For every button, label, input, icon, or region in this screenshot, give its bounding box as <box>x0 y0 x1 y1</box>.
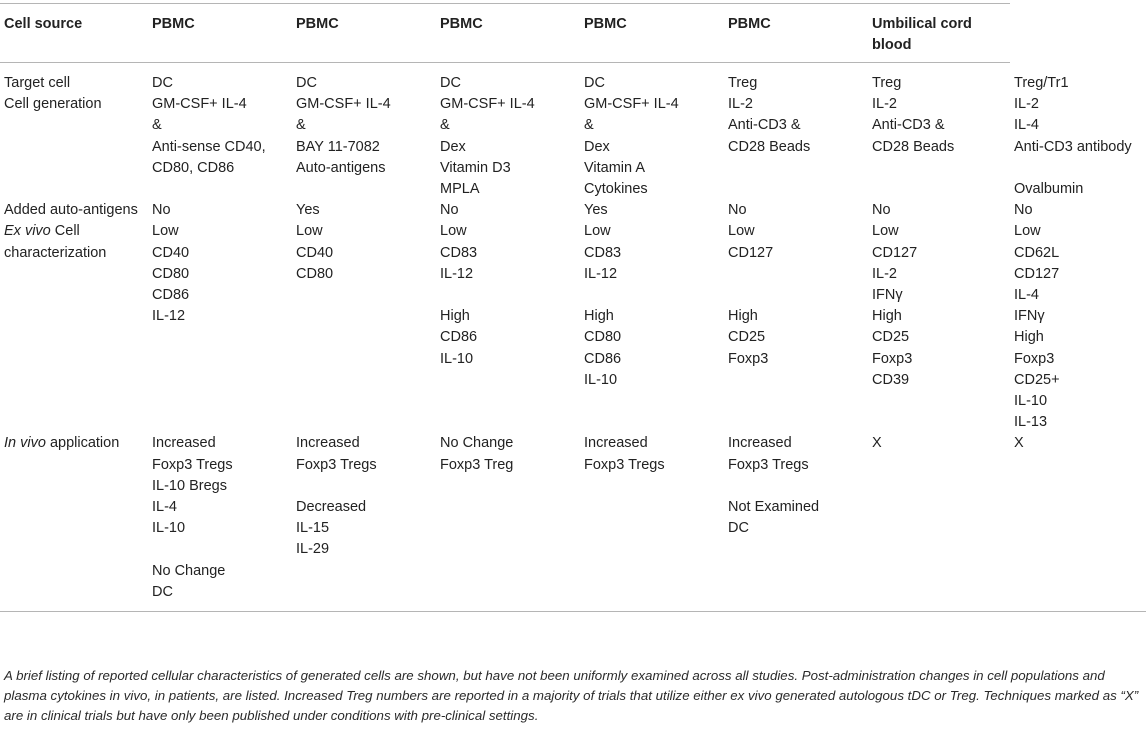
table-cell <box>292 200 436 221</box>
cell-line: CD83 <box>584 244 622 261</box>
table-row <box>0 221 1146 433</box>
cell-line <box>728 285 864 306</box>
table-cell <box>1010 221 1146 433</box>
cell-line: CD80 <box>296 265 334 282</box>
cell-line: Foxp3 <box>1014 350 1055 367</box>
cell-line: Foxp3 <box>872 350 913 367</box>
cell-line: GM-CSF+ IL-4 <box>152 96 247 113</box>
cell-line: High <box>584 308 614 325</box>
table-cell <box>868 221 1010 433</box>
cell-line: CD28 Beads <box>728 138 811 155</box>
table-cell <box>724 221 868 433</box>
cell-line: CD80 <box>152 265 190 282</box>
cell-line: Ovalbumin <box>1014 181 1084 197</box>
cell-line: IL-2 <box>872 96 897 113</box>
cell-line: CD39 <box>872 371 910 388</box>
table-cell <box>1010 200 1146 221</box>
cell-line: CD80, CD86 <box>152 159 235 176</box>
cell-line <box>728 264 864 285</box>
cell-line: MPLA <box>440 181 480 198</box>
table-cell <box>724 94 868 200</box>
row-label <box>0 200 148 221</box>
cell-line: Foxp3 Tregs <box>152 456 233 473</box>
table-cell <box>1010 433 1146 611</box>
cell-line: No <box>872 202 891 219</box>
header-col-6: Umbilical cord blood <box>868 4 1010 63</box>
table-cell <box>436 433 580 611</box>
header-col-1: PBMC <box>148 4 292 63</box>
cell-line: & <box>152 117 162 134</box>
cell-line: IL-12 <box>152 308 186 325</box>
cell-line: IL-29 <box>296 541 330 558</box>
cell-line: High <box>728 308 758 325</box>
table-cell <box>436 63 580 95</box>
table-cell <box>436 200 580 221</box>
cell-line: No <box>1014 202 1033 219</box>
cell-line: Increased <box>152 435 216 452</box>
cell-line: CD127 <box>1014 265 1060 282</box>
cell-line: Anti-sense CD40, <box>152 138 266 155</box>
cell-line: Increased <box>584 435 648 452</box>
cell-line: IFNγ <box>1014 308 1045 325</box>
table-cell <box>580 221 724 433</box>
table-cell <box>580 200 724 221</box>
cell-line: Foxp3 Tregs <box>584 456 665 473</box>
cell-line: Treg <box>872 75 902 91</box>
table-cell <box>292 221 436 433</box>
header-col-3: PBMC <box>436 4 580 63</box>
cell-line: Low <box>440 223 467 240</box>
cell-line: IL-4 <box>152 499 177 516</box>
table-cell <box>148 63 292 95</box>
header-cell-source: Cell source <box>0 4 148 63</box>
cell-line: CD25+ <box>1014 371 1060 388</box>
cell-line: GM-CSF+ IL-4 <box>584 96 679 113</box>
cell-line: CD80 <box>584 329 622 346</box>
table-cell <box>868 63 1010 95</box>
cell-line: IL-2 <box>1014 96 1039 113</box>
cell-line: Low <box>152 223 179 240</box>
table-cell <box>292 94 436 200</box>
table-row <box>0 433 1146 611</box>
table-footnote: A brief listing of reported cellular characteristics of generated cells are shown, but have not been uniformly examined across all studies. Post-administration changes in cell populations and plasma cytokines in vivo, in patients, are listed. Increased Treg numbers are reported in a majority of trials that utilize either ex vivo generated autologous tDC or Treg. Techniques marked as “X” are in clinical trials but have only been published under conditions with pre-clinical settings. <box>4 668 1139 723</box>
row-label <box>0 221 148 433</box>
cell-line: Foxp3 Treg <box>440 456 514 473</box>
cell-line: DC <box>728 520 749 537</box>
cell-line: Dex <box>440 138 466 155</box>
cell-line: No Change <box>152 562 226 579</box>
table-cell <box>724 63 868 95</box>
cell-line: Anti-CD3 & <box>872 117 945 134</box>
cell-line: Increased <box>728 435 792 452</box>
header-row <box>0 4 1146 63</box>
cell-line: Auto-antigens <box>296 159 386 176</box>
cell-line: & <box>584 117 594 134</box>
cell-line: GM-CSF+ IL-4 <box>296 96 391 113</box>
cell-line: IL-10 <box>440 350 474 367</box>
cell-line: IL-10 <box>1014 393 1048 410</box>
cell-line: CD127 <box>872 244 918 261</box>
cell-line: DC <box>296 75 317 91</box>
cell-line: No <box>728 202 747 219</box>
cell-line: IL-2 <box>728 96 753 113</box>
header-col-2: PBMC <box>292 4 436 63</box>
table-row <box>0 200 1146 221</box>
cell-line <box>728 476 864 497</box>
table-cell <box>724 200 868 221</box>
cell-line: High <box>1014 329 1044 346</box>
cell-line: IL-10 Bregs <box>152 477 227 494</box>
cell-line: Vitamin A <box>584 159 645 176</box>
row-label <box>0 433 148 611</box>
cell-line: CD40 <box>296 244 334 261</box>
cell-line: No <box>152 202 171 219</box>
cell-line: IL-15 <box>296 520 330 537</box>
cell-line: DC <box>440 75 461 91</box>
cell-line: Foxp3 Tregs <box>296 456 377 473</box>
cell-line: DC <box>152 75 173 91</box>
cell-therapy-table <box>0 3 1146 612</box>
cell-line: Yes <box>296 202 320 219</box>
cell-line: CD86 <box>152 287 190 304</box>
cell-line: & <box>296 117 306 134</box>
header-col-5: PBMC <box>724 4 868 63</box>
cell-line: BAY 11-7082 <box>296 138 380 155</box>
table-row <box>0 94 1146 200</box>
table-row <box>0 63 1146 95</box>
cell-line: IFNγ <box>872 287 903 304</box>
cell-line: IL-10 <box>152 520 186 537</box>
table-cell <box>292 63 436 95</box>
cell-line: Low <box>296 223 323 240</box>
cell-line: X <box>872 435 882 452</box>
table-cell <box>148 200 292 221</box>
row-label <box>0 94 148 200</box>
row-label-text: Added auto-antigens <box>4 202 138 219</box>
table-cell <box>148 94 292 200</box>
row-label-italic: In vivo <box>4 435 46 452</box>
row-label <box>0 63 148 95</box>
cell-line: No <box>440 202 459 219</box>
table-cell <box>580 94 724 200</box>
cell-line: IL-4 <box>1014 287 1039 304</box>
cell-line: Low <box>584 223 611 240</box>
cell-line: CD28 Beads <box>872 138 955 155</box>
cell-line: Treg/Tr1 <box>1014 74 1069 91</box>
cell-line: Not Examined <box>728 499 820 516</box>
cell-line: Increased <box>296 435 360 452</box>
cell-line <box>296 476 432 497</box>
cell-line <box>152 539 288 560</box>
row-label-text: Target cell <box>4 75 71 91</box>
row-label-text: application <box>49 435 120 452</box>
cell-line: Dex <box>584 138 610 155</box>
table-cell <box>148 221 292 433</box>
table-cell <box>724 433 868 611</box>
cell-line: Foxp3 <box>728 350 769 367</box>
cell-line: IL-10 <box>584 371 618 388</box>
cell-line: IL-4 <box>1014 117 1039 134</box>
row-label-italic: Ex vivo <box>4 223 51 240</box>
cell-line <box>1014 158 1142 179</box>
row-label-text: Cell characterization <box>4 223 107 261</box>
cell-line: DC <box>584 75 605 91</box>
table-cell <box>868 200 1010 221</box>
cell-line: DC <box>152 583 173 600</box>
cell-line: High <box>440 308 470 325</box>
table-cell <box>1010 63 1146 95</box>
cell-line: Treg <box>728 75 758 91</box>
cell-line: Cytokines <box>584 181 648 198</box>
cell-line: Foxp3 Tregs <box>728 456 809 473</box>
cell-line: CD40 <box>152 244 190 261</box>
cell-line: CD86 <box>440 329 478 346</box>
table-cell <box>580 63 724 95</box>
cell-line: Anti-CD3 & <box>728 117 801 134</box>
cell-line: IL-12 <box>440 265 474 282</box>
table-cell <box>436 94 580 200</box>
cell-line: Vitamin D3 <box>440 159 511 176</box>
cell-line: X <box>1014 435 1024 452</box>
table-cell <box>436 221 580 433</box>
table-body <box>0 63 1146 612</box>
cell-line: IL-12 <box>584 265 618 282</box>
cell-line: CD127 <box>728 244 774 261</box>
cell-line <box>440 285 576 306</box>
cell-line: CD62L <box>1014 244 1060 261</box>
cell-line: IL-2 <box>872 265 897 282</box>
cell-line: Low <box>872 223 899 240</box>
cell-line: GM-CSF+ IL-4 <box>440 96 535 113</box>
cell-line: CD86 <box>584 350 622 367</box>
row-label-text: Cell generation <box>4 96 102 113</box>
cell-line: CD83 <box>440 244 478 261</box>
cell-line: Yes <box>584 202 608 219</box>
table-cell <box>868 94 1010 200</box>
cell-line: & <box>440 117 450 134</box>
table-cell <box>868 433 1010 611</box>
cell-line: CD25 <box>872 329 910 346</box>
table-cell <box>292 433 436 611</box>
cell-line <box>584 285 720 306</box>
cell-line: Low <box>1014 223 1041 240</box>
table-cell <box>580 433 724 611</box>
table-cell <box>1010 94 1146 200</box>
cell-line: IL-13 <box>1014 414 1048 431</box>
cell-line: Decreased <box>296 499 367 516</box>
cell-line: No Change <box>440 435 514 452</box>
cell-line: Anti-CD3 antibody <box>1014 138 1132 155</box>
cell-line: High <box>872 308 902 325</box>
header-col-4: PBMC <box>580 4 724 63</box>
table-cell <box>148 433 292 611</box>
cell-line: Low <box>728 223 755 240</box>
cell-line: CD25 <box>728 329 766 346</box>
